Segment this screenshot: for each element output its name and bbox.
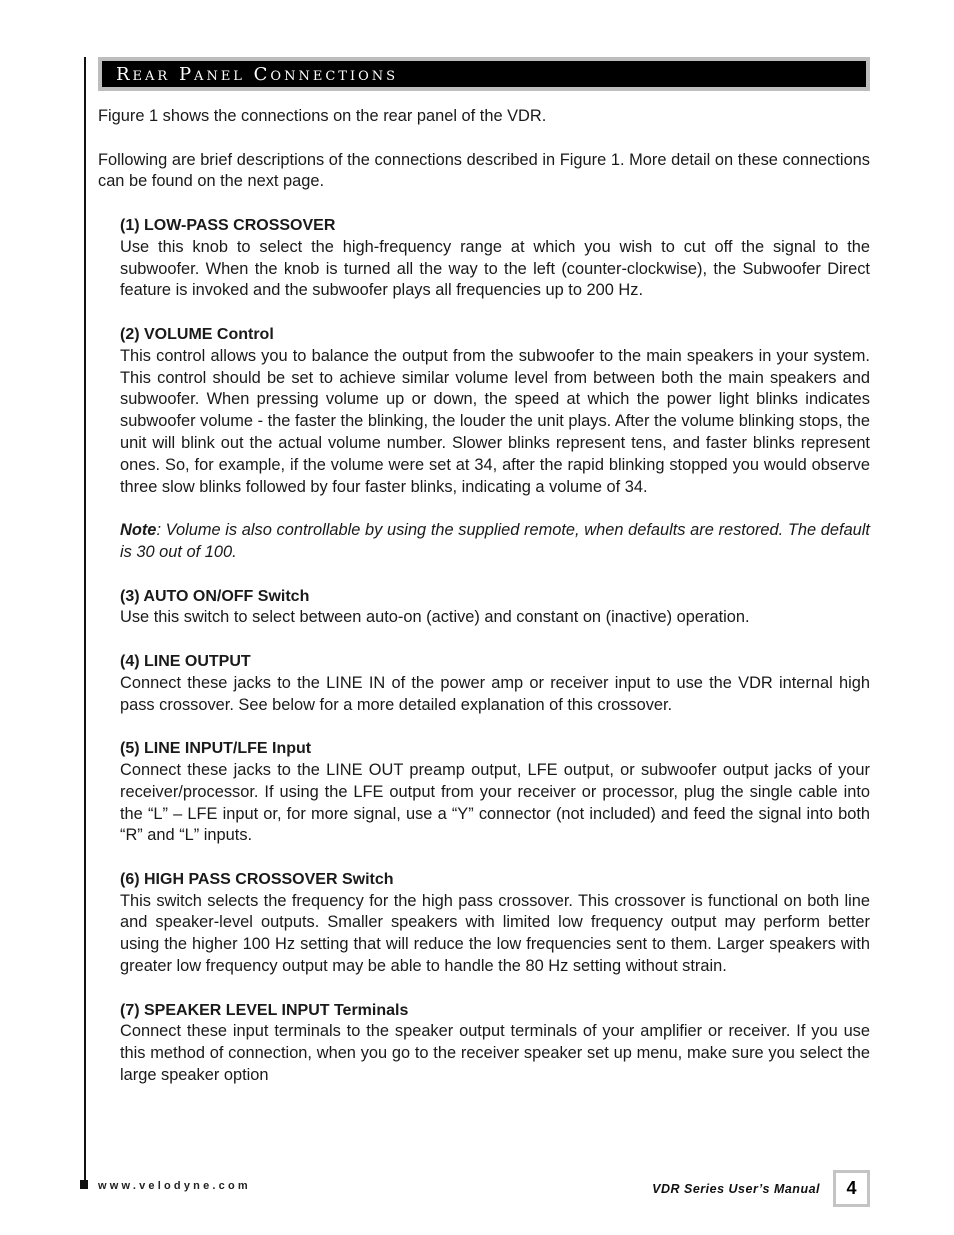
- footer-website: www.velodyne.com: [98, 1180, 251, 1192]
- item-body: Connect these jacks to the LINE IN of the power amp or receiver input to use the VDR internal high pass crossover. See below for a more detailed explanation of this crossover.: [120, 673, 870, 714]
- note-text: : Volume is also controllable by using the supplied remote, when defaults are restored. The default is 30 out of 100.: [120, 521, 870, 561]
- item-body: Use this switch to select between auto-on (active) and constant on (inactive) operation.: [120, 608, 750, 627]
- note-label: Note: [120, 521, 157, 540]
- footer-manual-title: VDR Series User’s Manual: [652, 1182, 820, 1196]
- section-title: Rear Panel Connections: [116, 63, 399, 85]
- volume-note: [120, 520, 870, 564]
- item-title: (3) AUTO ON/OFF Switch: [120, 587, 310, 605]
- item-title: (1) LOW-PASS CROSSOVER: [120, 216, 336, 234]
- connection-item-4: [120, 651, 870, 716]
- intro-paragraph-2: Following are brief descriptions of the connections described in Figure 1. More detail on these connections can be found on the next page.: [98, 150, 870, 191]
- connection-item-7: [120, 1000, 870, 1087]
- item-title: (2) VOLUME Control: [120, 325, 274, 343]
- connection-item-3: [120, 586, 870, 630]
- item-body: Use this knob to select the high-frequency range at which you wish to cut off the signal to the subwoofer. When the knob is turned all the way to the left (counter-clockwise), the Subwoofer Direct feature is invoked and the subwoofer plays all frequencies up to 200 Hz.: [120, 237, 870, 300]
- connection-item-5: [120, 738, 870, 847]
- left-margin-rule: [84, 57, 86, 1180]
- item-body: Connect these jacks to the LINE OUT preamp output, LFE output, or subwoofer output jacks of your receiver/processor. If using the LFE output from your receiver or processor, plug the single cable into the “L” – LFE input or, for more signal, use a “Y” connector (not included) and feed the signal into both “R” and “L” inputs.: [120, 760, 870, 845]
- item-title: (7) SPEAKER LEVEL INPUT Terminals: [120, 1001, 409, 1019]
- item-title: (6) HIGH PASS CROSSOVER Switch: [120, 870, 394, 888]
- connection-item-6: [120, 869, 870, 978]
- page-content: [98, 106, 870, 1109]
- section-header: [98, 57, 870, 91]
- margin-rule-end-square: [80, 1180, 88, 1189]
- item-title: (5) LINE INPUT/LFE Input: [120, 740, 312, 758]
- page-number-box: [833, 1170, 870, 1207]
- intro-paragraph-1: Figure 1 shows the connections on the rear panel of the VDR.: [98, 107, 547, 125]
- item-body: Connect these input terminals to the speaker output terminals of your amplifier or receiver. If you use this method of connection, when you go to the receiver speaker set up menu, make sure you select the large speaker option: [120, 1022, 870, 1085]
- item-body: This switch selects the frequency for the high pass crossover. This crossover is functional on both line and speaker-level outputs. Smaller speakers with limited low frequency output may perform better using the higher 100 Hz setting that will reduce the low frequencies sent to them. Larger speakers with greater low frequency output may be able to handle the 80 Hz setting without strain.: [120, 891, 870, 976]
- connection-item-2: [120, 324, 870, 498]
- section-header-inner: [102, 61, 866, 87]
- item-title: (4) LINE OUTPUT: [120, 652, 251, 670]
- item-body: This control allows you to balance the output from the subwoofer to the main speakers in your system. This control should be set to achieve similar volume level from between both the main speakers and subwoofer. When pressing volume up or down, the speed at which the power light blinks indicates subwoofer volume - the faster the blinking, the louder the unit plays. After the volume blinking stops, the unit will blink out the actual volume number. Slower blinks represent tens, and faster blinks represent ones. So, for example, if the volume were set at 34, after the rapid blinking stopped you would observe three slow blinks followed by four faster blinks, indicating a volume of 34.: [120, 346, 870, 496]
- connection-item-1: [120, 215, 870, 302]
- page-number: 4: [836, 1173, 867, 1204]
